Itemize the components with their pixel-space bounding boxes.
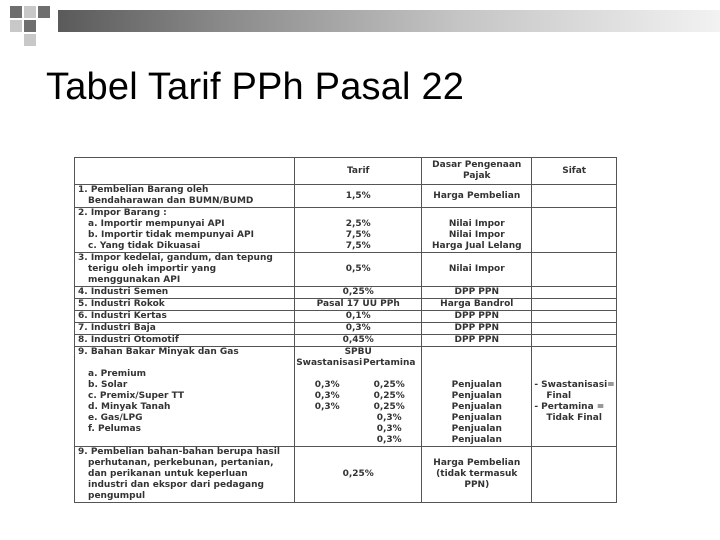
row4-sifat bbox=[532, 287, 617, 299]
tariff-table-container bbox=[74, 157, 617, 501]
row3-line1: 3. Impor kedelai, gandum, dan tepung bbox=[78, 253, 273, 263]
row9-sifat-1: - Swastanisasi= bbox=[534, 380, 615, 390]
row9-tarif-c bbox=[296, 402, 420, 413]
row9-swasta-b: 0,3% bbox=[314, 391, 340, 401]
row9-dasar-a: Penjualan bbox=[451, 380, 502, 390]
row1-dasar: Harga Pembelian bbox=[422, 185, 532, 208]
row9-dasar-c: Penjualan bbox=[451, 402, 502, 412]
row4-dasar: DPP PPN bbox=[422, 287, 532, 299]
row5-item: 5. Industri Rokok bbox=[75, 299, 295, 311]
row9-pertamina-a: 0,25% bbox=[373, 380, 405, 390]
row7-dasar: DPP PPN bbox=[422, 323, 532, 335]
row9-tarif-f bbox=[296, 435, 420, 446]
row7-item: 7. Industri Baja bbox=[75, 323, 295, 335]
row9-sifat-4: Tidak Final bbox=[546, 413, 602, 423]
row9-item bbox=[75, 347, 295, 447]
row8-tarif: 0,45% bbox=[295, 335, 422, 347]
decor-square-6 bbox=[24, 34, 36, 46]
row2-sifat bbox=[532, 208, 617, 253]
row9-line-a: a. Premium bbox=[88, 369, 147, 379]
row10-line5: pengumpul bbox=[88, 491, 146, 501]
row3-item bbox=[75, 253, 295, 287]
row9-pertamina-f: 0,3% bbox=[376, 435, 402, 445]
row9-tarif-b bbox=[296, 391, 420, 402]
row9-dasar-f: Penjualan bbox=[451, 435, 502, 445]
table-row bbox=[75, 323, 617, 335]
row1-sifat bbox=[532, 185, 617, 208]
top-gradient-bar bbox=[58, 10, 720, 32]
row2-tarif bbox=[295, 208, 422, 253]
decor-square-4 bbox=[10, 20, 22, 32]
decor-square-3 bbox=[38, 6, 50, 18]
row2-tarif-b: 7,5% bbox=[345, 230, 371, 240]
row8-dasar: DPP PPN bbox=[422, 335, 532, 347]
row2-tarif-a: 2,5% bbox=[345, 219, 371, 229]
row8-sifat bbox=[532, 335, 617, 347]
row9-pertamina-e: 0,3% bbox=[376, 424, 402, 434]
row2-dasar bbox=[422, 208, 532, 253]
row10-line1: 9. Pembelian bahan-bahan berupa hasil bbox=[78, 447, 280, 457]
row5-sifat bbox=[532, 299, 617, 311]
tariff-table bbox=[74, 157, 617, 503]
decor-square-2 bbox=[24, 6, 36, 18]
table-header-row bbox=[75, 158, 617, 185]
row9-sifat-3: - Pertamina = bbox=[534, 402, 605, 412]
row9-pertamina-label: Pertamina bbox=[362, 358, 416, 368]
row9-dasar-e: Penjualan bbox=[451, 424, 502, 434]
row9-tarif bbox=[295, 347, 422, 447]
row3-tarif: 0,5% bbox=[295, 253, 422, 287]
row10-dasar-2: (tidak termasuk bbox=[436, 469, 518, 479]
row5-tarif: Pasal 17 UU PPh bbox=[295, 299, 422, 311]
row10-line3: dan perikanan untuk keperluan bbox=[88, 469, 248, 479]
row6-sifat bbox=[532, 311, 617, 323]
table-row bbox=[75, 335, 617, 347]
row9-line-f: f. Pelumas bbox=[88, 424, 141, 434]
row10-dasar-3: PPN) bbox=[464, 480, 490, 490]
slide-title: Tabel Tarif PPh Pasal 22 bbox=[46, 66, 465, 108]
row9-swasta-c: 0,3% bbox=[314, 402, 340, 412]
row9-tarif-d bbox=[296, 413, 420, 424]
row5-dasar: Harga Bandrol bbox=[422, 299, 532, 311]
row9-line-c: c. Premix/Super TT bbox=[88, 391, 185, 401]
header-tarif: Tarif bbox=[295, 158, 422, 185]
row10-sifat bbox=[532, 447, 617, 503]
table-row bbox=[75, 299, 617, 311]
row9-pertamina-b: 0,25% bbox=[373, 391, 405, 401]
row2-line-c: c. Yang tidak Dikuasai bbox=[88, 241, 201, 251]
table-row bbox=[75, 347, 617, 447]
header-dasar: Dasar Pengenaan Pajak bbox=[422, 158, 532, 185]
row10-line2: perhutanan, perkebunan, pertanian, bbox=[88, 458, 274, 468]
row3-dasar: Nilai Impor bbox=[422, 253, 532, 287]
row3-sifat bbox=[532, 253, 617, 287]
row1-tarif: 1,5% bbox=[295, 185, 422, 208]
row8-item: 8. Industri Otomotif bbox=[75, 335, 295, 347]
row9-dasar-b: Penjualan bbox=[451, 391, 502, 401]
row4-tarif: 0,25% bbox=[295, 287, 422, 299]
row3-line2: terigu oleh importir yang bbox=[88, 264, 217, 274]
row6-tarif: 0,1% bbox=[295, 311, 422, 323]
row1-line2: Bendaharawan dan BUMN/BUMD bbox=[88, 196, 254, 206]
row9-sifat-2: Final bbox=[546, 391, 572, 401]
table-row bbox=[75, 311, 617, 323]
row7-tarif: 0,3% bbox=[295, 323, 422, 335]
row2-dasar-c: Harga Jual Lelang bbox=[431, 241, 522, 251]
row2-item bbox=[75, 208, 295, 253]
row9-line-e: e. Gas/LPG bbox=[88, 413, 143, 423]
row10-dasar-1: Harga Pembelian bbox=[433, 458, 521, 468]
row2-dasar-a: Nilai Impor bbox=[448, 219, 505, 229]
table-row bbox=[75, 287, 617, 299]
row3-line3: menggunakan API bbox=[88, 275, 181, 285]
row9-swasta-a: 0,3% bbox=[314, 380, 340, 390]
decor-square-1 bbox=[10, 6, 22, 18]
row9-tarif-a bbox=[296, 380, 420, 391]
row9-dasar-d: Penjualan bbox=[451, 413, 502, 423]
row6-dasar: DPP PPN bbox=[422, 311, 532, 323]
row2-tarif-c: 7,5% bbox=[345, 241, 371, 251]
decor-square-5 bbox=[24, 20, 36, 32]
row9-pertamina-d: 0,3% bbox=[376, 413, 402, 423]
row2-line-b: b. Importir tidak mempunyai API bbox=[88, 230, 254, 240]
row9-sifat bbox=[532, 347, 617, 447]
row9-subheader bbox=[296, 358, 420, 369]
table-row bbox=[75, 208, 617, 253]
row2-dasar-b: Nilai Impor bbox=[448, 230, 505, 240]
table-row bbox=[75, 253, 617, 287]
row2-line0: 2. Impor Barang : bbox=[78, 208, 167, 218]
row9-tarif-e bbox=[296, 424, 420, 435]
row9-swastanisasi-label: Swastanisasi bbox=[296, 358, 363, 368]
header-item bbox=[75, 158, 295, 185]
row9-dasar bbox=[422, 347, 532, 447]
row9-spbu-label: SPBU bbox=[344, 347, 372, 357]
row1-line1: 1. Pembelian Barang oleh bbox=[78, 185, 209, 195]
row2-line-a: a. Importir mempunyai API bbox=[88, 219, 225, 229]
row10-item bbox=[75, 447, 295, 503]
row4-item: 4. Industri Semen bbox=[75, 287, 295, 299]
row9-line-d: d. Minyak Tanah bbox=[88, 402, 171, 412]
table-row bbox=[75, 447, 617, 503]
row1-item bbox=[75, 185, 295, 208]
row9-line-b: b. Solar bbox=[88, 380, 128, 390]
row10-tarif: 0,25% bbox=[295, 447, 422, 503]
row9-pertamina-c: 0,25% bbox=[373, 402, 405, 412]
row10-dasar bbox=[422, 447, 532, 503]
row7-sifat bbox=[532, 323, 617, 335]
row6-item: 6. Industri Kertas bbox=[75, 311, 295, 323]
header-sifat: Sifat bbox=[532, 158, 617, 185]
row10-line4: industri dan ekspor dari pedagang bbox=[88, 480, 264, 490]
table-row bbox=[75, 185, 617, 208]
row9-line0: 9. Bahan Bakar Minyak dan Gas bbox=[78, 347, 239, 357]
